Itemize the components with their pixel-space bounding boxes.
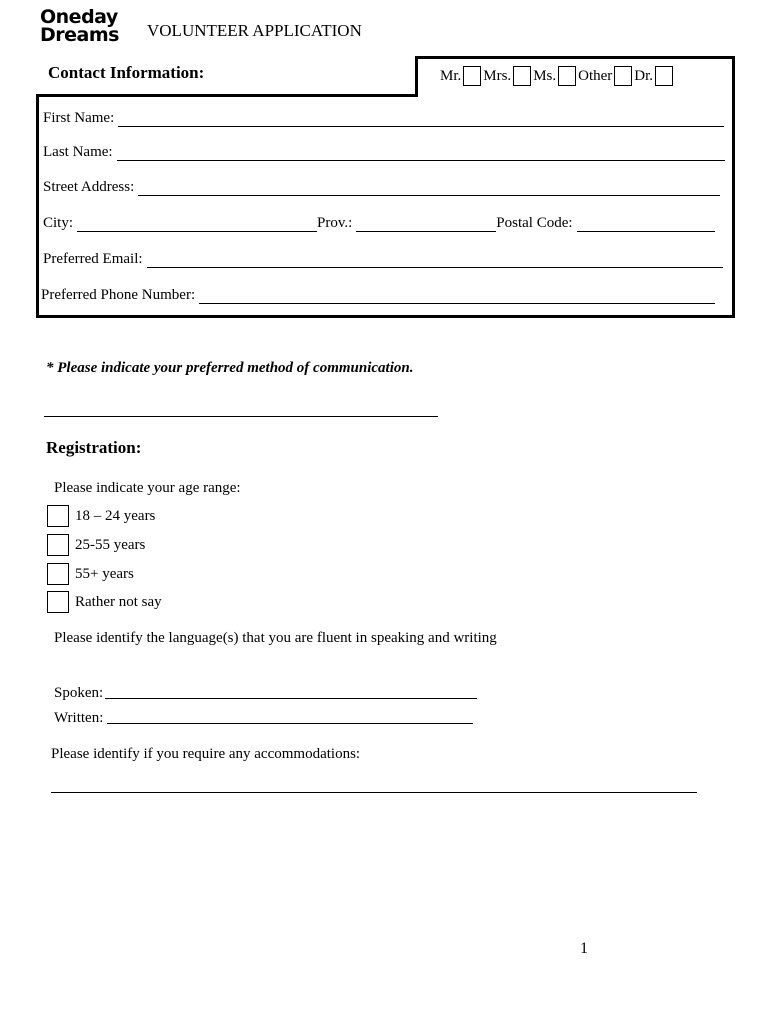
age-option [47, 534, 145, 556]
box-border-top-right [415, 56, 735, 59]
language-question: Please identify the language(s) that you are fluent in speaking and writing [54, 630, 497, 646]
street-address-field[interactable] [138, 194, 720, 196]
postal-code-field[interactable] [577, 230, 715, 232]
communication-field[interactable] [44, 416, 438, 417]
first-name-label: First Name: [43, 110, 115, 126]
title-checkbox-mr[interactable] [463, 66, 481, 86]
spoken-label: Spoken: [54, 685, 104, 701]
email-label: Preferred Email: [43, 251, 143, 267]
street-address-row [43, 179, 720, 196]
title-checkbox-mrs[interactable] [513, 66, 531, 86]
age-checkbox-rather-not-say[interactable] [47, 591, 69, 613]
box-border-left [36, 94, 39, 318]
title-checkbox-other[interactable] [614, 66, 632, 86]
oneday-dreams-logo [40, 6, 119, 47]
age-option [47, 591, 162, 613]
title-checkbox-dr[interactable] [655, 66, 673, 86]
age-option [47, 505, 155, 527]
title-label: Mrs. [483, 67, 512, 84]
age-question: Please indicate your age range: [54, 480, 241, 496]
last-name-field[interactable] [117, 159, 725, 161]
title-label: Mr. [440, 67, 462, 84]
age-option-label: 25-55 years [75, 536, 146, 553]
title-option-ms [533, 66, 578, 86]
accommodation-field[interactable] [51, 792, 697, 793]
age-option-label: Rather not say [75, 593, 162, 610]
written-row [54, 710, 473, 727]
title-label: Ms. [533, 67, 557, 84]
registration-heading: Registration: [46, 438, 142, 457]
title-option-mrs [483, 66, 533, 86]
box-border-tab [415, 56, 418, 97]
first-name-row [43, 110, 724, 127]
city-label: City: [43, 215, 74, 231]
logo-line-2: Dreams [40, 24, 119, 47]
email-row [43, 251, 723, 268]
title-option-dr [634, 66, 675, 86]
city-field[interactable] [77, 230, 317, 232]
document-title: VOLUNTEER APPLICATION [147, 21, 362, 40]
title-label: Other [578, 67, 613, 84]
spoken-field[interactable] [105, 698, 477, 699]
phone-label: Preferred Phone Number: [41, 287, 196, 303]
age-checkbox-55-plus[interactable] [47, 563, 69, 585]
contact-heading: Contact Information: [48, 63, 205, 82]
last-name-label: Last Name: [43, 144, 113, 160]
age-checkbox-25-55[interactable] [47, 534, 69, 556]
prov-label: Prov.: [317, 215, 353, 231]
box-border-top-left [36, 94, 418, 97]
age-checkbox-18-24[interactable] [47, 505, 69, 527]
written-label: Written: [54, 710, 104, 726]
title-checkbox-ms[interactable] [558, 66, 576, 86]
first-name-field[interactable] [118, 125, 724, 127]
title-label: Dr. [634, 67, 654, 84]
phone-row [41, 287, 715, 304]
accommodation-question: Please identify if you require any accommodations: [51, 746, 361, 762]
title-option-mr [440, 66, 483, 86]
street-address-label: Street Address: [43, 179, 135, 195]
age-option-label: 55+ years [75, 565, 134, 582]
spoken-row [54, 685, 477, 702]
box-border-right [732, 56, 735, 318]
written-field[interactable] [107, 723, 473, 724]
box-border-bottom [36, 315, 735, 318]
age-option-label: 18 – 24 years [75, 507, 156, 524]
age-option [47, 563, 134, 585]
page-number: 1 [580, 940, 588, 957]
city-row [43, 215, 715, 232]
communication-note: * Please indicate your preferred method of communication. [46, 360, 414, 376]
logo-line-1: Oneday [40, 6, 118, 28]
last-name-row [43, 144, 725, 161]
postal-code-label: Postal Code: [496, 215, 573, 231]
email-field[interactable] [147, 266, 723, 268]
title-option-other [578, 66, 634, 86]
prov-field[interactable] [356, 230, 496, 232]
title-options [440, 66, 675, 86]
phone-field[interactable] [199, 302, 715, 304]
